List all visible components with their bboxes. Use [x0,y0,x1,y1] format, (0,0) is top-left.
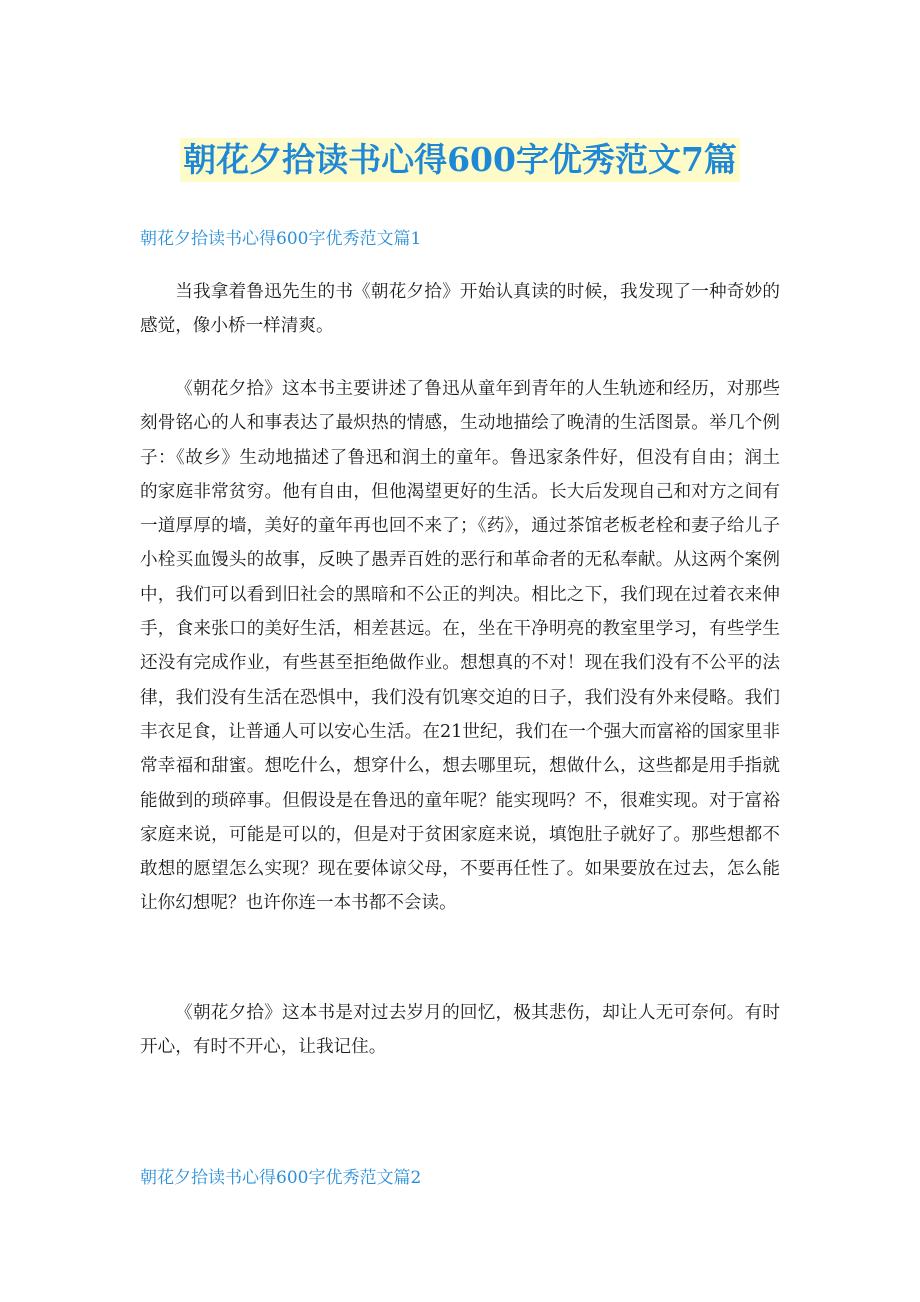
section-heading-1: 朝花夕拾读书心得600字优秀范文篇1 [140,229,422,249]
section-heading-2: 朝花夕拾读书心得600字优秀范文篇2 [140,1168,422,1188]
document-title: 朝花夕拾读书心得600字优秀范文7篇 [180,138,740,182]
paragraph-2: 《朝花夕拾》这本书主要讲述了鲁迅从童年到青年的人生轨迹和经历，对那些刻骨铭心的人和事表达了最炽热的情感，生动地描绘了晚清的生活图景。举几个例子：《故乡》生动地描述了鲁迅和润土的童年。鲁迅家条件好，但没有自由；润土的家庭非常贫穷。他有自由，但他渴望更好的生活。长大后发现自己和对方之间有一道厚厚的墙，美好的童年再也回不来了；《药》，通过茶馆老板老栓和妻子给儿子小栓买血馒头的故事，反映了愚弄百姓的恶行和革命者的无私奉献。从这两个案例中，我们可以看到旧社会的黑暗和不公正的判决。相比之下，我们现在过着衣来伸手，食来张口的美好生活，相差甚远。在，坐在干净明亮的教室里学习，有些学生还没有完成作业，有些甚至拒绝做作业。想想真的不对！现在我们没有不公平的法律，我们没有生活在恐惧中，我们没有饥寒交迫的日子，我们没有外来侵略。我们丰衣足食，让普通人可以安心生活。在21世纪，我们在一个强大而富裕的国家里非常幸福和甜蜜。想吃什么，想穿什么，想去哪里玩，想做什么，这些都是用手指就能做到的琐碎事。但假设是在鲁迅的童年呢？能实现吗？不，很难实现。对于富裕家庭来说，可能是可以的，但是对于贫困家庭来说，填饱肚子就好了。那些想都不敢想的愿望怎么实现？现在要体谅父母，不要再任性了。如果要放在过去，怎么能让你幻想呢？也许你连一本书都不会读。 [140,379,780,914]
paragraph-3: 《朝花夕拾》这本书是对过去岁月的回忆，极其悲伤，却让人无可奈何。有时开心，有时不开心，让我记住。 [140,1003,780,1058]
paragraph-1: 当我拿着鲁迅先生的书《朝花夕拾》开始认真读的时候，我发现了一种奇妙的感觉，像小桥一样清爽。 [140,282,780,337]
title-block [0,138,920,182]
